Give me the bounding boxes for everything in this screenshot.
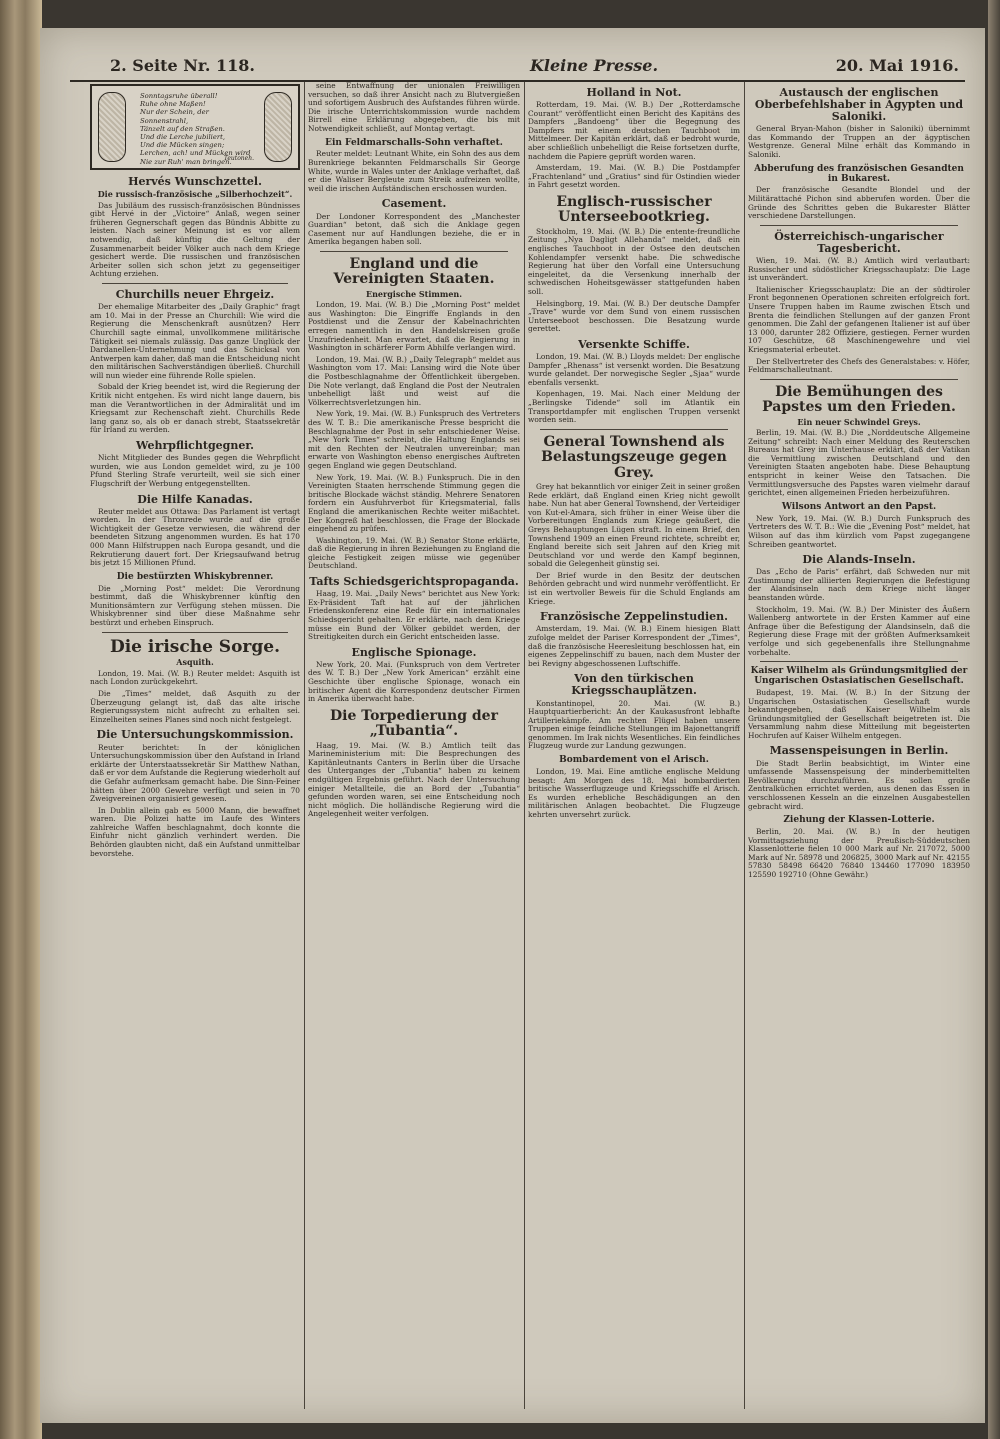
article-paragraph: Sobald der Krieg beendet ist, wird die Regierung der Kritik nicht entgehen. Es wird nicht lange dauern, bis man die Verantwortlichen in der Admiralität und im Kriegsamt zur Rechenschaft zieht. Churchills Rede lang ganz so, als ob er danach strebt, Staatssekretär für Irland zu werden. xyxy=(90,382,300,435)
page-edge xyxy=(988,0,1000,1439)
article-paragraph: Amsterdam, 19. Mai. (W. B.) Einem hiesigen Blatt zufolge meldet der Pariser Korrespondent der „Times“, daß die französische Heeresleitung beschlossen hat, ein eigenes Zeppelinschiff zu bauen, nach dem Muster der bei Revigny abgeschossenen Luftschiffe. xyxy=(528,624,740,668)
headline: Casement. xyxy=(381,197,447,211)
headline: Kaiser Wilhelm als Gründungsmitglied der Ungarischen Ostasiatischen Gesellschaft. xyxy=(750,666,968,687)
article-paragraph: London, 19. Mai. (W. B.) Die „Morning Post“ meldet aus Washington: Die Eingriffe Englands in den Postdienst und die Zensur der Kabelnachrichten erregen namentlich in den Handelskreisen große Unzufriedenheit. Man erwartet, daß die Regierung in Washington in schärferer Form Abhilfe verlangen wird. xyxy=(308,300,520,353)
article-paragraph: Konstantinopel, 20. Mai. (W. B.) Hauptquartierbericht: An der Kaukasusfront lebhafte Artilleriekämpfe. Am rechten Flügel haben unsere Truppen einige feindliche Stellungen im Bajonettangriff genommen. Im Irak nichts Wesentliches. Ein feindliches Flugzeug wurde zur Landung gezwungen. xyxy=(528,698,740,751)
column-rule xyxy=(524,82,525,1409)
headline: Massenspeisungen in Berlin. xyxy=(769,744,949,758)
headline: Die Hilfe Kanadas. xyxy=(137,492,253,506)
headline: Die irische Sorge. xyxy=(109,636,281,657)
headline: Wehrpflichtgegner. xyxy=(136,439,254,453)
article-paragraph: Haag, 19. Mai. (W. B.) Amtlich teilt das Marineministerium mit: Die Besprechungen des Kapitänleutnants Canters in Berlin über die Ursache des Unterganges der „Tubantia“ haben zu keinem endgültigen Ergebnis geführt. Nach der Untersuchung einiger Metallteile, die an Bord der „Tubantia“ gefunden worden waren, sei eine Entscheidung noch nicht möglich. Die holländische Regierung wird die Angelegenheit weiter verfolgen. xyxy=(308,740,520,819)
divider xyxy=(102,632,288,633)
headline: Die Untersuchungskommission. xyxy=(96,728,294,742)
poem-line: Nie zur Ruh' man bringen. xyxy=(140,157,232,166)
subheadline: Die russisch-französische „Silberhochzeit“. xyxy=(97,189,293,200)
article-paragraph: Der Londoner Korrespondent des „Manchester Guardian“ betont, daß sich die Anklage gegen Casement nur auf Handlungen beziehe, die er in Amerika begangen haben soll. xyxy=(308,211,520,247)
article-paragraph: Italienischer Kriegsschauplatz: Die an der südtiroler Front begonnenen Operationen schreiten erfolgreich fort. Unsere Truppen haben im Raume zwischen Etsch und Brenta die feindlichen Stellungen auf der ganzen Front genommen. Die Zahl der gefangenen Italiener ist auf über 13 000, darunter 282 Offiziere, gestiegen. Ferner wurden 107 Geschütze, 68 Maschinengewehre und viel Kriegsmaterial erbeutet. xyxy=(748,284,970,354)
headline: Churchills neuer Ehrgeiz. xyxy=(115,288,275,302)
article-paragraph: New York, 20. Mai. (Funkspruch von dem Vertreter des W. T. B.) Der „New York American“ erzählt eine Geschichte über englische Spionage, wonach ein britischer Agent die Korrespondenz deutscher Firmen in Amerika überwacht habe. xyxy=(308,659,520,704)
article-paragraph: London, 19. Mai. (W. B.) Lloyds meldet: Der englische Dampfer „Rhenass“ ist versenkt worden. Die Besatzung wurde gelandet. Der norwegische Segler „Sjaa“ wurde ebenfalls versenkt. xyxy=(528,352,740,387)
article-paragraph: Berlin, 20. Mai. (W. B.) In der heutigen Vormittagsziehung der Preußisch-Süddeutschen Klassenlotterie fielen 10 000 Mark auf Nr. 217072, 5000 Mark auf Nr. 58978 und 206825, 3000 Mark auf Nr. 42155 57830 58498 66420 76840 134460 177090 183950 125590 192710 (Ohne Gewähr.) xyxy=(748,827,970,879)
headline: Die Torpedierung der „Tubantia“. xyxy=(330,707,498,740)
article-paragraph: Rotterdam, 19. Mai. (W. B.) Der „Rotterdamsche Courant“ veröffentlicht einen Bericht des Kapitäns des Dampfers „Bandoeng“ über die Begegnung des Dampfers mit einem deutschen Tauchboot im Mittelmeer. Der Kapitän erklärt, daß er bedroht wurde, aber schließlich unbehelligt die Reise fortsetzen durfte, nachdem die Papiere geprüft worden waren. xyxy=(528,100,740,161)
headline: Wilsons Antwort an den Papst. xyxy=(781,501,937,512)
article-paragraph: Kopenhagen, 19. Mai. Nach einer Meldung der „Berlingske Tidende“ soll im Atlantik ein Transportdampfer mit englischen Truppen versenkt worden sein. xyxy=(528,389,740,425)
header-page-number: 2. Seite Nr. 118. xyxy=(110,56,255,75)
column-1 xyxy=(90,82,300,1411)
column-rule xyxy=(304,82,305,1409)
headline: Die Alands-Inseln. xyxy=(802,553,916,567)
column-4 xyxy=(748,82,970,1411)
newspaper-page xyxy=(40,28,985,1423)
poem-line: Sonntagsruhe überall! xyxy=(140,92,218,100)
article-paragraph: Stockholm, 19. Mai. (W. B.) Die entente-freundliche Zeitung „Nya Dagligt Allehanda“ meldet, daß ein englisches Tauchboot in der Ostsee den deutschen Kohlendampfer versenkt habe. Die schwedische Regierung hat über den Vorfall eine Untersuchung eingeleitet, da die Versenkung innerhalb der schwedischen Hoheitsgewässer stattgefunden haben soll. xyxy=(528,226,740,296)
headline: Abberufung des französischen Gesandten in Bukarest. xyxy=(754,163,964,184)
book-binding xyxy=(0,0,42,1439)
article-paragraph: Haag, 19. Mai. „Daily News“ berichtet aus New York: Ex-Präsident Taft hat auf der jährlichen Friedenskonferenz eine Rede für ein internationales Schiedsgericht gehalten. Er erklärte, nach dem Kriege müsse ein Bund der Völker gebildet werden, der Streitigkeiten durch ein Gericht entscheiden lasse. xyxy=(308,589,520,642)
headline: Englische Spionage. xyxy=(351,645,477,659)
page-header xyxy=(70,54,965,82)
headline: Die Bemühungen des Papstes um den Frieden. xyxy=(762,383,956,416)
headline: England und die Vereinigten Staaten. xyxy=(333,255,495,288)
article-paragraph: Washington, 19. Mai. (W. B.) Senator Stone erklärte, daß die Regierung in ihren Beziehungen zu England die gleiche Festigkeit zeigen müsse wie gegenüber Deutschland. xyxy=(308,535,520,571)
ornament-right xyxy=(264,92,292,162)
poem-signature: Teutoneh. xyxy=(223,155,254,163)
headline: Austausch der englischen Oberbefehlshaber in Ägypten und Saloniki. xyxy=(754,86,964,124)
article-paragraph: Reuter berichtet: In der königlichen Untersuchungskommission über den Aufstand in Irland erklärte der Unterstaatssekretär Sir Matthew Nathan, daß er vor dem Aufstande die Regierung wiederholt auf die Gefahr aufmerksam gemacht habe. Die Sinn-Feiner hätten über 2000 Gewehre verfügt und seien in 70 Zweigvereinen organisiert gewesen. xyxy=(90,742,300,804)
header-date: 20. Mai 1916. xyxy=(835,56,959,75)
headline: Holland in Not. xyxy=(586,86,682,99)
article-paragraph: Stockholm, 19. Mai. (W. B.) Der Minister des Äußern Wallenberg antwortete in der Ersten Kammer auf eine Anfrage über die Befestigung der Alandsinseln, daß die Regierung diese Frage mit der größten Aufmerksamkeit verfolge und sich gegebenenfalls ihre Stellungnahme vorbehalte. xyxy=(748,604,970,657)
article-paragraph: Wien, 19. Mai. (W. B.) Amtlich wird verlautbart: Russischer und südöstlicher Kriegsschauplatz: Die Lage ist unverändert. xyxy=(748,256,970,283)
headline: Ein Feldmarschalls-Sohn verhaftet. xyxy=(325,137,503,148)
headline: Englisch-russischer Unterseebootkrieg. xyxy=(556,194,712,226)
article-paragraph: seine Entwaffnung der unionalen Freiwilligen versuchen, so daß ihrer Ansicht nach zu Blutvergießen und sofortigem Ausbruch des Aufstandes führen würde. Die irische Unterrichtskommission wurde nachdem Birrell eine Erklärung abgegeben, die bis mit Notwendigkeit schließt, auf Montag vertagt. xyxy=(308,82,520,133)
article-paragraph: Der Stellvertreter des Chefs des Generalstabes: v. Höfer, Feldmarschalleutnant. xyxy=(748,356,970,375)
headline: Hervés Wunschzettel. xyxy=(128,175,262,188)
poem-line: Lerchen, ach! und Mücken wird xyxy=(140,149,251,158)
article-paragraph: Das „Echo de Paris“ erfährt, daß Schweden nur mit Zustimmung der alliierten Regierungen die Befestigung der Alandsinseln nach dem Kriege nicht länger beanstanden würde. xyxy=(748,567,970,602)
article-paragraph: London, 19. Mai. (W. B.) Reuter meldet: Asquith ist nach London zurückgekehrt. xyxy=(90,668,300,687)
article-paragraph: Der französische Gesandte Blondel und der Militärattaché Pichon sind abberufen worden. Über die Gründe des Schrittes geben die Bukarester Blätter verschiedene Darstellungen. xyxy=(748,185,970,221)
article-paragraph: General Bryan-Mahon (bisher in Saloniki) übernimmt das Kommando der Truppen an der ägyptischen Westgrenze. General Milne erhält das Kommando in Saloniki. xyxy=(748,124,970,160)
headline: Tafts Schiedsgerichtspropaganda. xyxy=(309,575,519,589)
headline: Von den türkischen Kriegsschauplätzen. xyxy=(571,672,697,698)
article-paragraph: Die „Morning Post“ meldet: Die Verordnung bestimmt, daß die Whiskybrenner künftig den Munitionsämtern zur Verfügung stehen müssen. Die Whiskybrenner sind über diese Maßnahme sehr bestürzt und erheben Einspruch. xyxy=(90,583,300,628)
article-paragraph: Die „Times“ meldet, daß Asquith zu der Überzeugung gelangt ist, daß das alte irische Regierungssystem nicht aufrecht zu erhalten sei. Einzelheiten seines Planes sind noch nicht festgelegt. xyxy=(90,689,300,724)
article-paragraph: Der ehemalige Mitarbeiter des „Daily Graphic“ fragt am 10. Mai in der Presse an Churchill: Wie wird die Regierung die Menschenkraft ausnützen? Herr Churchill sagte einmal, unvollkommene militärische Tätigkeit sei niemals zulässig. Das ganze Unglück der Dardanellen-Unternehmung und das Schicksal von Antwerpen kam daher, daß man die Entscheidung nicht den militärischen Sachverständigen überließ. Churchill will nun wieder eine führende Rolle spielen. xyxy=(90,302,300,380)
ornament-left xyxy=(98,92,126,162)
subheadline: Energische Stimmen. xyxy=(365,288,463,299)
headline: Ziehung der Klassen-Lotterie. xyxy=(783,815,935,826)
headline: Österreichisch-ungarischer Tagesbericht. xyxy=(774,229,944,255)
divider xyxy=(102,283,288,284)
article-paragraph: In Dublin allein gab es 5000 Mann, die bewaffnet waren. Die Polizei hatte im Laufe des Winters zahlreiche Waffen beschlagnahmt, doch konnte die Einfuhr nicht gänzlich verhindert werden. Die Behörden glaubten nicht, daß ein Aufstand unmittelbar bevorstehe. xyxy=(90,805,300,858)
headline: Versenkte Schiffe. xyxy=(578,337,690,351)
article-paragraph: Nicht Mitglieder des Bundes gegen die Wehrpflicht wurden, wie aus London gemeldet wird, zu je 100 Pfund Sterling Strafe verurteilt, weil sie sich einer Flugschrift der Werbung entgegenstellten. xyxy=(90,453,300,488)
article-paragraph: New York, 19. Mai. (W. B.) Funkspruch. Die in den Vereinigten Staaten herrschende Stimmung gegen die britische Blockade wächst ständig. Mehrere Senatoren fordern ein Ausfuhrverbot für Kriegsmaterial, falls England die amerikanischen Rechte weiter mißachtet. Der Kongreß hat beschlossen, die Frage der Blockade eingehend zu prüfen. xyxy=(308,472,520,534)
divider xyxy=(760,661,958,662)
poem-line: Nur der Schein, der Sonnenstrahl, xyxy=(140,108,209,125)
headline: Bombardement von el Arisch. xyxy=(559,755,709,766)
article-paragraph: Helsingborg, 19. Mai. (W. B.) Der deutsche Dampfer „Trave“ wurde vor dem Sund von einem russischen Unterseeboot beschossen. Die Besatzung wurde gerettet. xyxy=(528,298,740,334)
article-paragraph: Der Brief wurde in den Besitz der deutschen Behörden gebracht und wird nunmehr veröffentlicht. Er ist ein wertvoller Beweis für die Schuld Englands am Kriege. xyxy=(528,570,740,606)
header-masthead: Kleine Presse. xyxy=(530,56,659,75)
subheadline: Ein neuer Schwindel Greys. xyxy=(797,416,921,427)
column-rule xyxy=(744,82,745,1409)
article-paragraph: Reuter meldet aus Ottawa: Das Parlament ist vertagt worden. In der Thronrede wurde auf die große Wichtigkeit der Gesetze verwiesen, die während der beendeten Sitzung angenommen wurden. Es hat 170 000 Mann Hilfstruppen nach Europa gesandt, und die Rekrutierung dauert fort. Der Kriegsaufwand betrug bis jetzt 15 Millionen Pfund. xyxy=(90,506,300,568)
divider xyxy=(540,429,728,430)
poem-box xyxy=(90,84,300,170)
column-3 xyxy=(528,82,740,1411)
subheadline: Asquith. xyxy=(176,657,214,668)
article-paragraph: New York, 19. Mai. (W. B.) Funkspruch des Vertreters des W. T. B.: Die amerikanische Presse bespricht die Beschlagnahme der Post in sehr entschiedener Weise. „New York Times“ schreibt, die Haltung Englands sei mit den Rechten der Neutralen unvereinbar; man erwarte von Washington ebenso energisches Auftreten gegen England wie gegen Deutschland. xyxy=(308,409,520,470)
article-paragraph: Reuter meldet: Leutnant White, ein Sohn des aus dem Burenkriege bekannten Feldmarschalls Sir George White, wurde in Wales unter der Anklage verhaftet, daß er die Waliser Bergleute zum Streik aufreizen wollte, weil die irischen Aufständischen erschossen wurden. xyxy=(308,149,520,193)
article-paragraph: Das Jubiläum des russisch-französischen Bündnisses gibt Hervé in der „Victoire“ Anlaß, wegen seiner früheren Gegnerschaft gegen das Bündnis Abbitte zu leisten. Nach seiner Meinung ist es vor allem notwendig, daß künftig die Geltung der Zusammenarbeit beider Völker auch nach dem Kriege gesichert werde. Die russischen und französischen Arbeiter sollen sich schon jetzt zu gegenseitiger Achtung erziehen. xyxy=(90,200,300,279)
divider xyxy=(320,251,508,252)
article-paragraph: Berlin, 19. Mai. (W. B.) Die „Norddeutsche Allgemeine Zeitung“ schreibt: Nach einer Meldung des Reuterschen Bureaus hat Grey im Unterhause erklärt, daß der Vatikan die Vermittlung zwischen Deutschland und den Vereinigten Staaten angeboten habe. Diese Behauptung entspricht in keiner Weise den Tatsachen. Die Vermittlungsversuche des Papstes waren vielmehr darauf gerichtet, einen allgemeinen Frieden herbeizuführen. xyxy=(748,428,970,498)
article-paragraph: London, 19. Mai. (W. B.) „Daily Telegraph“ meldet aus Washington vom 17. Mai: Lansing wird die Note über die Postbeschlagnahme der Öffentlichkeit übergeben. Die Note verlangt, daß England die Post der Neutralen unbehelligt läßt und weist auf die Völkerrechtsverletzungen hin. xyxy=(308,354,520,407)
headline: Französische Zeppelinstudien. xyxy=(540,610,728,624)
headline: Die bestürzten Whiskybrenner. xyxy=(116,571,274,582)
divider xyxy=(760,379,958,380)
article-paragraph: Amsterdam, 19. Mai. (W. B.) Die Postdampfer „Frachtenland“ und „Gratius“ sind für Ostindien wieder in Fahrt gesetzt worden. xyxy=(528,163,740,190)
poem-line: Tänzelt auf den Straßen. xyxy=(140,124,225,133)
headline: General Townshend als Belastungszeuge gegen Grey. xyxy=(541,433,727,481)
article-paragraph: Budapest, 19. Mai. (W. B.) In der Sitzung der Ungarischen Ostasiatischen Gesellschaft wurde bekanntgegeben, daß Kaiser Wilhelm als Gründungsmitglied der Gesellschaft beigetreten ist. Die Versammlung nahm diese Mitteilung mit begeisterten Hochrufen auf Kaiser Wilhelm entgegen. xyxy=(748,687,970,740)
article-paragraph: New York, 19. Mai. (W. B.) Durch Funkspruch des Vertreters des W. T. B.: Wie die „Evening Post“ meldet, hat Wilson auf das ihm kürzlich vom Papst zugegangene Schreiben geantwortet. xyxy=(748,513,970,549)
poem-line: Und die Lerche jubiliert, xyxy=(140,133,225,142)
column-2 xyxy=(308,82,520,1411)
divider xyxy=(760,225,958,226)
article-paragraph: London, 19. Mai. Eine amtliche englische Meldung besagt: Am Morgen des 18. Mai bombardierten britische Wasserflugzeuge und Kriegsschiffe el Arisch. Es wurden erhebliche Beschädigungen an den militärischen Anlagen beobachtet. Die Flugzeuge kehrten unversehrt zurück. xyxy=(528,766,740,819)
poem-line: Und die Mücken singen; xyxy=(140,141,225,150)
poem-line: Ruhe ohne Maßen! xyxy=(140,100,206,109)
article-paragraph: Die Stadt Berlin beabsichtigt, im Winter eine umfassende Massenspeisung der minderbemittelten Bevölkerung durchzuführen. Es sollen große Zentralküchen errichtet werden, aus denen das Essen in verschlossenen Kesseln an die einzelnen Ausgabestellen gebracht wird. xyxy=(748,758,970,811)
article-paragraph: Grey hat bekanntlich vor einiger Zeit in seiner großen Rede erklärt, daß England einen Krieg nicht gewollt habe. Nun hat aber General Townshend, der Verteidiger von Kut-el-Amara, sich früher in einer Weise über die Vorbereitungen Englands zum Kriege geäußert, die Greys Behauptungen Lügen straft. In einem Brief, den Townshend 1909 an einen Freund richtete, schreibt er, England bereite sich seit Jahren auf den Krieg mit Deutschland vor und werde den Kampf beginnen, sobald die Gelegenheit günstig sei. xyxy=(528,481,740,569)
